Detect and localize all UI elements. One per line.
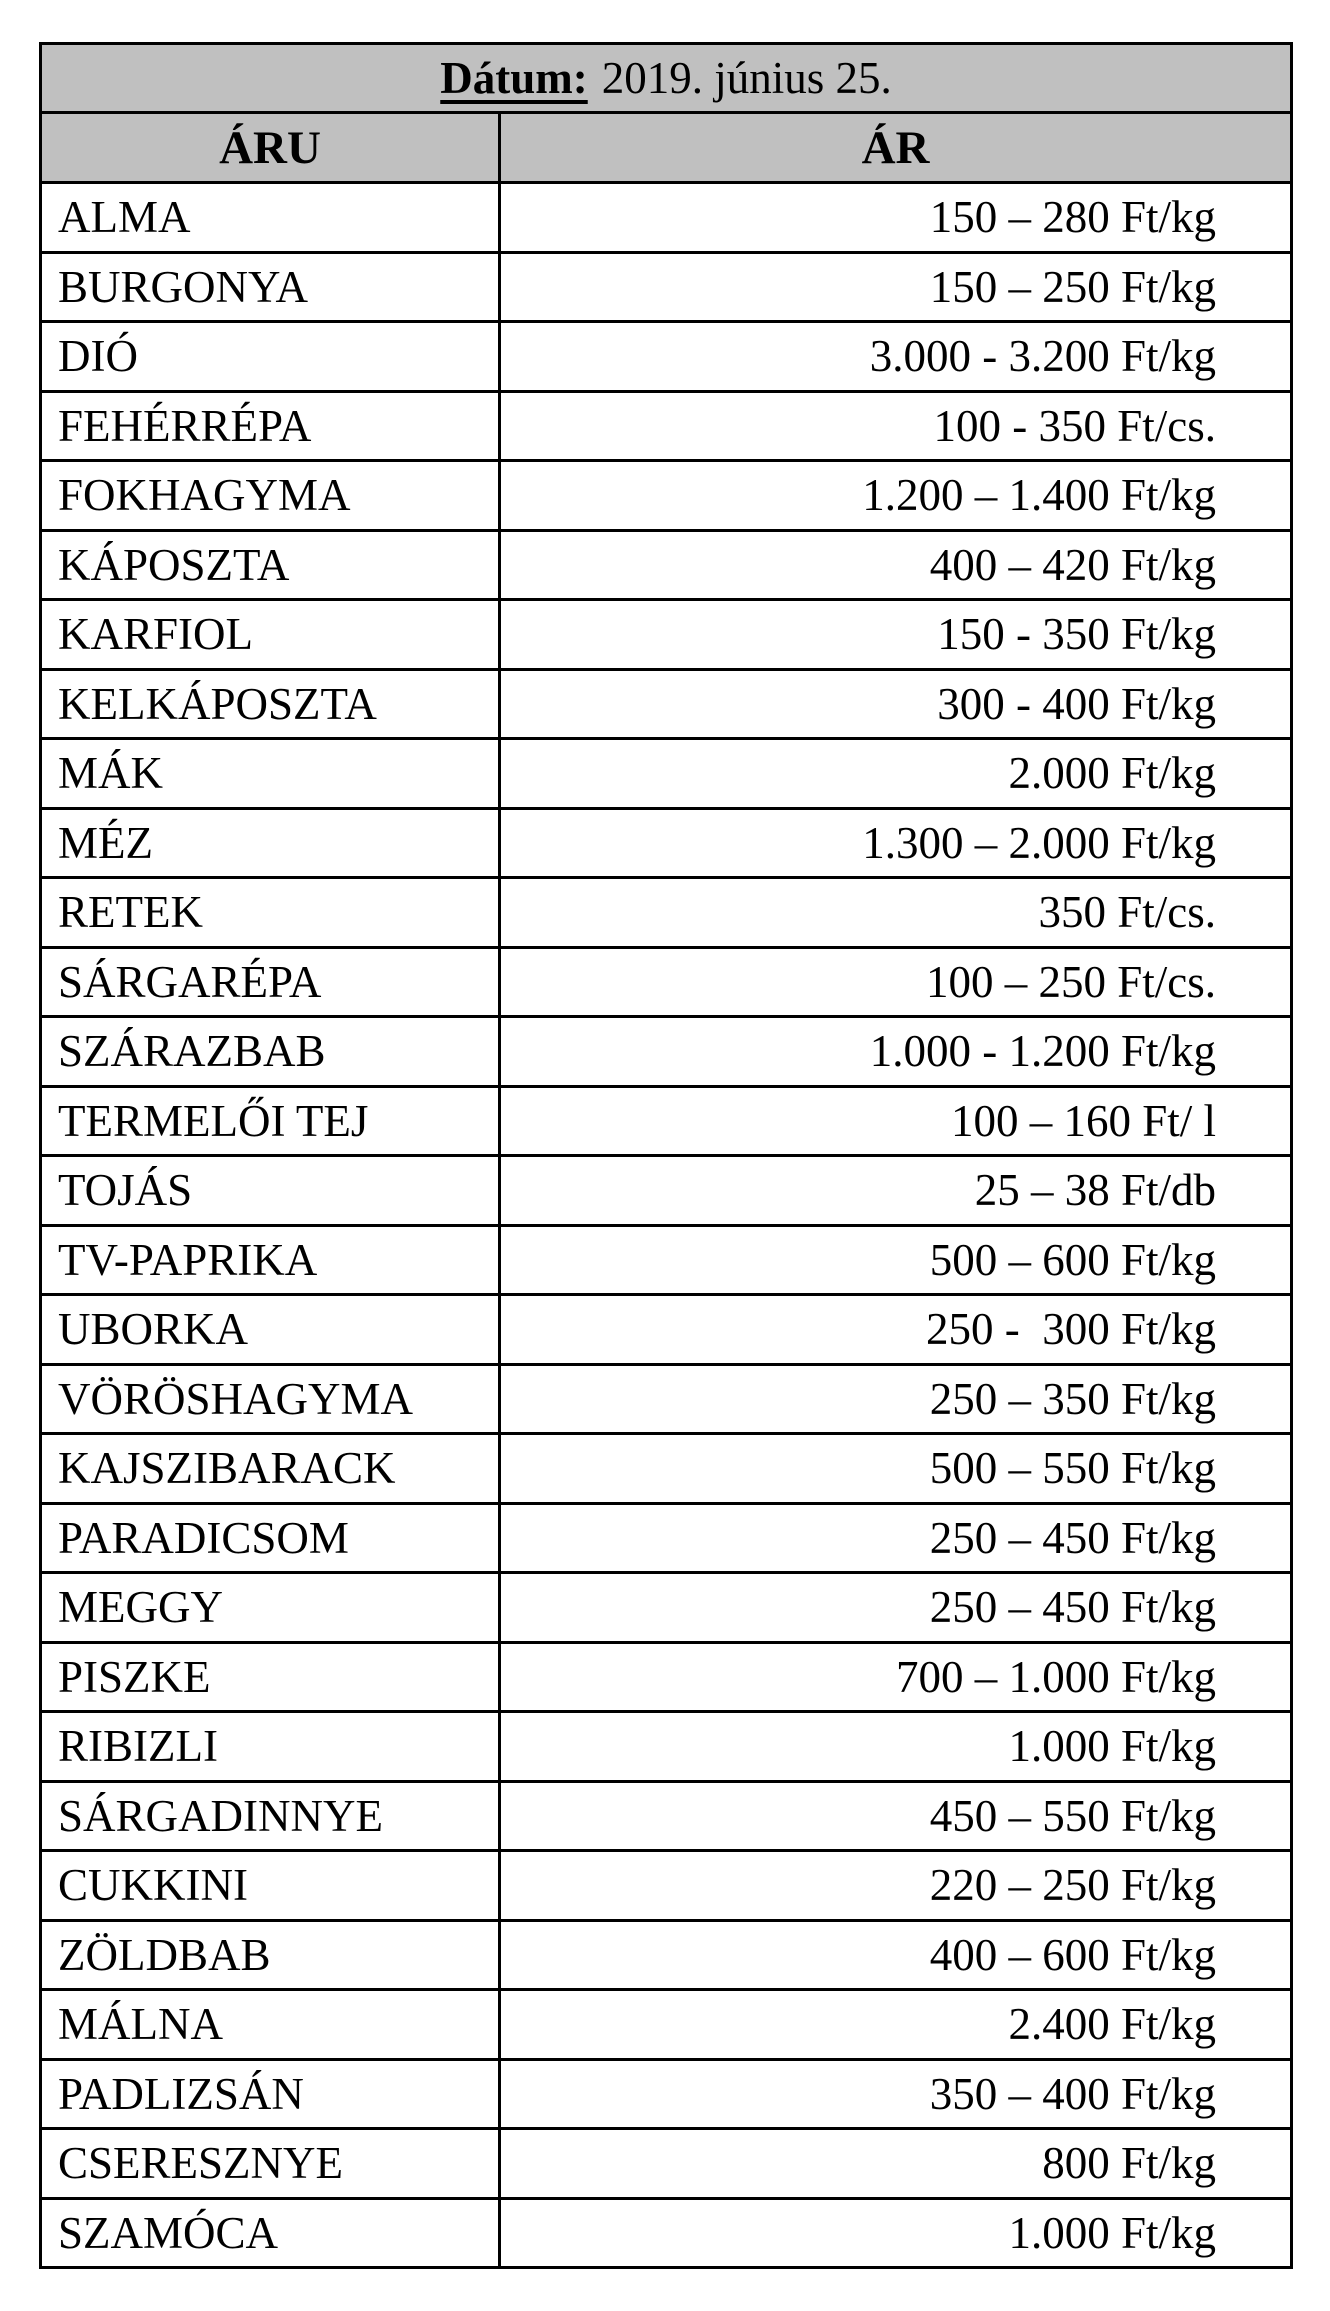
table-row bbox=[41, 1434, 1292, 1504]
product-cell: FEHÉRRÉPA bbox=[41, 391, 500, 461]
table-row bbox=[41, 461, 1292, 531]
price-cell: 150 – 280 Ft/kg bbox=[500, 183, 1292, 253]
table-row bbox=[41, 1086, 1292, 1156]
product-cell: VÖRÖSHAGYMA bbox=[41, 1364, 500, 1434]
product-cell: SZAMÓCA bbox=[41, 2198, 500, 2268]
table-row bbox=[41, 1712, 1292, 1782]
product-cell: TOJÁS bbox=[41, 1156, 500, 1226]
product-cell: RETEK bbox=[41, 878, 500, 948]
price-cell: 2.400 Ft/kg bbox=[500, 1990, 1292, 2060]
date-label: Dátum: bbox=[440, 53, 588, 103]
price-cell: 100 – 250 Ft/cs. bbox=[500, 947, 1292, 1017]
product-cell: TERMELŐI TEJ bbox=[41, 1086, 500, 1156]
table-row bbox=[41, 669, 1292, 739]
product-cell: UBORKA bbox=[41, 1295, 500, 1365]
column-header-product: ÁRU bbox=[41, 113, 500, 183]
price-cell: 350 – 400 Ft/kg bbox=[500, 2059, 1292, 2129]
price-cell: 400 – 420 Ft/kg bbox=[500, 530, 1292, 600]
table-row bbox=[41, 391, 1292, 461]
table-row bbox=[41, 1017, 1292, 1087]
product-cell: MÉZ bbox=[41, 808, 500, 878]
price-cell: 700 – 1.000 Ft/kg bbox=[500, 1642, 1292, 1712]
product-cell: CSERESZNYE bbox=[41, 2129, 500, 2199]
price-cell: 100 – 160 Ft/ l bbox=[500, 1086, 1292, 1156]
product-cell: CUKKINI bbox=[41, 1851, 500, 1921]
price-cell: 1.000 Ft/kg bbox=[500, 2198, 1292, 2268]
table-row bbox=[41, 739, 1292, 809]
table-row bbox=[41, 1573, 1292, 1643]
table-row bbox=[41, 1920, 1292, 1990]
price-cell: 300 - 400 Ft/kg bbox=[500, 669, 1292, 739]
table-row bbox=[41, 1503, 1292, 1573]
price-cell: 1.300 – 2.000 Ft/kg bbox=[500, 808, 1292, 878]
table-row bbox=[41, 600, 1292, 670]
table-row bbox=[41, 1642, 1292, 1712]
table-row bbox=[41, 2129, 1292, 2199]
price-cell: 150 - 350 Ft/kg bbox=[500, 600, 1292, 670]
product-cell: MEGGY bbox=[41, 1573, 500, 1643]
product-cell: SZÁRAZBAB bbox=[41, 1017, 500, 1087]
table-row bbox=[41, 530, 1292, 600]
product-cell: MÁK bbox=[41, 739, 500, 809]
price-table-body bbox=[41, 44, 1292, 2268]
column-header-row bbox=[41, 113, 1292, 183]
column-header-price: ÁR bbox=[500, 113, 1292, 183]
table-row bbox=[41, 1781, 1292, 1851]
price-cell: 250 – 450 Ft/kg bbox=[500, 1503, 1292, 1573]
price-cell: 500 – 550 Ft/kg bbox=[500, 1434, 1292, 1504]
product-cell: KÁPOSZTA bbox=[41, 530, 500, 600]
table-row bbox=[41, 1225, 1292, 1295]
price-cell: 2.000 Ft/kg bbox=[500, 739, 1292, 809]
table-row bbox=[41, 252, 1292, 322]
price-cell: 1.200 – 1.400 Ft/kg bbox=[500, 461, 1292, 531]
product-cell: SÁRGADINNYE bbox=[41, 1781, 500, 1851]
price-cell: 220 – 250 Ft/kg bbox=[500, 1851, 1292, 1921]
product-cell: ALMA bbox=[41, 183, 500, 253]
product-cell: SÁRGARÉPA bbox=[41, 947, 500, 1017]
table-row bbox=[41, 1851, 1292, 1921]
table-row bbox=[41, 947, 1292, 1017]
date-cell bbox=[41, 44, 1292, 113]
price-cell: 150 – 250 Ft/kg bbox=[500, 252, 1292, 322]
price-cell: 1.000 - 1.200 Ft/kg bbox=[500, 1017, 1292, 1087]
product-cell: BURGONYA bbox=[41, 252, 500, 322]
table-row bbox=[41, 2059, 1292, 2129]
price-cell: 25 – 38 Ft/db bbox=[500, 1156, 1292, 1226]
product-cell: KAJSZIBARACK bbox=[41, 1434, 500, 1504]
table-row bbox=[41, 1156, 1292, 1226]
date-row bbox=[41, 44, 1292, 113]
product-cell: KARFIOL bbox=[41, 600, 500, 670]
market-price-table bbox=[39, 42, 1293, 2269]
table-row bbox=[41, 183, 1292, 253]
product-cell: DIÓ bbox=[41, 322, 500, 392]
price-cell: 1.000 Ft/kg bbox=[500, 1712, 1292, 1782]
price-cell: 350 Ft/cs. bbox=[500, 878, 1292, 948]
product-cell: PARADICSOM bbox=[41, 1503, 500, 1573]
table-row bbox=[41, 322, 1292, 392]
table-row bbox=[41, 1364, 1292, 1434]
table-row bbox=[41, 2198, 1292, 2268]
price-cell: 100 - 350 Ft/cs. bbox=[500, 391, 1292, 461]
product-cell: KELKÁPOSZTA bbox=[41, 669, 500, 739]
table-row bbox=[41, 808, 1292, 878]
price-cell: 450 – 550 Ft/kg bbox=[500, 1781, 1292, 1851]
product-cell: MÁLNA bbox=[41, 1990, 500, 2060]
price-cell: 250 - 300 Ft/kg bbox=[500, 1295, 1292, 1365]
product-cell: PISZKE bbox=[41, 1642, 500, 1712]
product-cell: TV-PAPRIKA bbox=[41, 1225, 500, 1295]
table-row bbox=[41, 1295, 1292, 1365]
price-cell: 3.000 - 3.200 Ft/kg bbox=[500, 322, 1292, 392]
price-cell: 500 – 600 Ft/kg bbox=[500, 1225, 1292, 1295]
product-cell: FOKHAGYMA bbox=[41, 461, 500, 531]
price-cell: 800 Ft/kg bbox=[500, 2129, 1292, 2199]
price-cell: 250 – 350 Ft/kg bbox=[500, 1364, 1292, 1434]
price-cell: 250 – 450 Ft/kg bbox=[500, 1573, 1292, 1643]
price-cell: 400 – 600 Ft/kg bbox=[500, 1920, 1292, 1990]
table-row bbox=[41, 878, 1292, 948]
product-cell: PADLIZSÁN bbox=[41, 2059, 500, 2129]
date-value: 2019. június 25. bbox=[601, 53, 892, 103]
table-row bbox=[41, 1990, 1292, 2060]
product-cell: RIBIZLI bbox=[41, 1712, 500, 1782]
product-cell: ZÖLDBAB bbox=[41, 1920, 500, 1990]
